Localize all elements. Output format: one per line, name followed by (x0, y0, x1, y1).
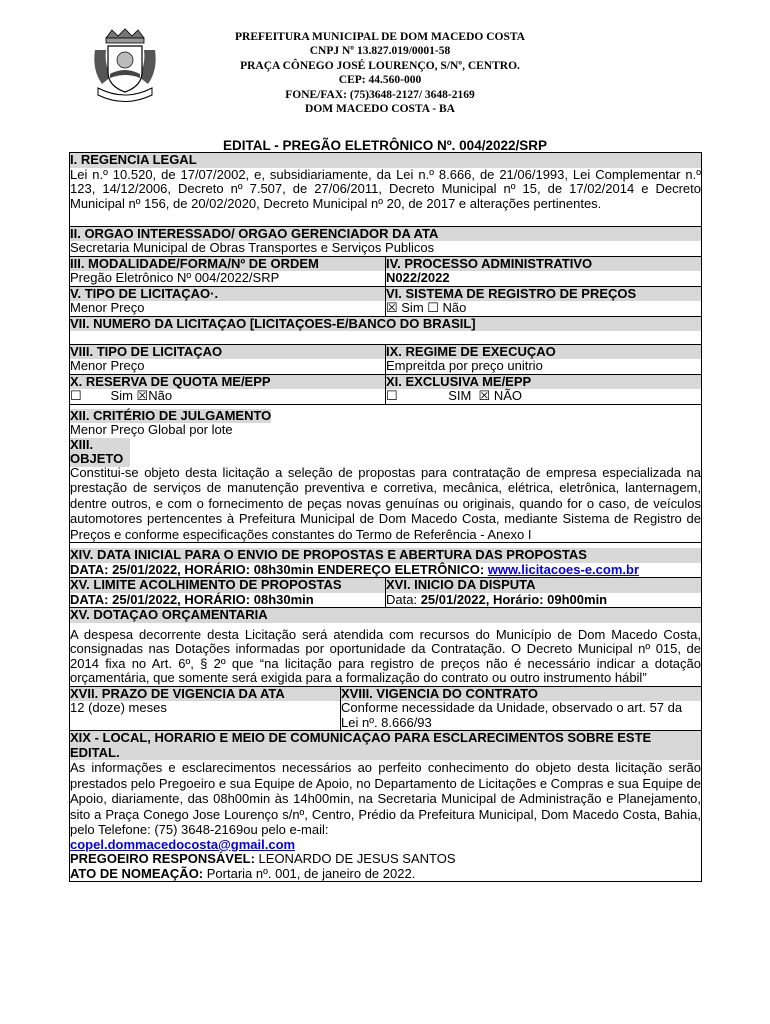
checkbox-group-srp[interactable]: ☒ Sim ☐ Não (386, 300, 467, 315)
section-heading: XII. CRITÉRIO DE JULGAMENTO (70, 407, 272, 423)
section-local-horario (70, 731, 701, 882)
section-heading: IX. REGIME DE EXECUÇAO (386, 345, 701, 360)
section-sistema-registro (386, 287, 701, 316)
section-processo (386, 257, 701, 286)
section-text: Pregão Eletrônico Nº 004/2022/SRP (70, 270, 280, 285)
section-data-inicial (70, 543, 701, 578)
letterhead-line: CEP: 44.560-000 (338, 74, 422, 87)
section-row-x-xi (70, 375, 701, 405)
section-text: Portaria nº. 001, de janeiro de 2022. (206, 865, 416, 881)
section-text: A despesa decorrente desta Licitação será atendida com recursos do Município de Dom Macedo Costa, consignadas nas Dotações informadas por oportunidade da Contratação. O Decreto Municipal nº 015, de 2014 fixa no Art. 6º, § 2º que “na licitação para registro de preços não é necessário indicar a dotação orçamentária, que somente será exigida para a formalização do contrato ou outro instrumento hábil” (70, 626, 701, 685)
section-heading: XV. LIMITE ACOLHIMENTO DE PROPOSTAS (70, 578, 385, 593)
section-limite-acolhimento (70, 578, 386, 607)
section-heading: VI. SISTEMA DE REGISTRO DE PREÇOS (386, 287, 701, 302)
section-heading: V. TIPO DE LICITAÇAO·. (70, 287, 385, 302)
section-text: LEONARDO DE JESUS SANTOS (258, 851, 456, 866)
licitacoes-e-link[interactable]: www.licitacoes-e.com.br (487, 561, 640, 577)
section-label: PREGOEIRO RESPONSÁVEL: (70, 851, 259, 866)
section-label: ATO DE NOMEAÇÃO: (70, 865, 207, 881)
municipal-coat-of-arms (92, 28, 158, 108)
section-heading: XVIII. VIGENCIA DO CONTRATO (341, 687, 701, 702)
document-title: EDITAL - PREGÃO ELETRÔNICO Nº. 004/2022/SRP (222, 138, 547, 153)
section-text: Secretaria Municipal de Obras Transportes e Serviços Publicos (70, 240, 435, 255)
letterhead-line: PREFEITURA MUNICIPAL DE DOM MACEDO COSTA (235, 31, 525, 43)
section-heading: XVII. PRAZO DE VIGENCIA DA ATA (70, 687, 340, 702)
letterhead-line: DOM MACEDO COSTA - BA (305, 103, 455, 116)
section-prazo-vigencia (70, 687, 341, 731)
section-text: N022/2022 (386, 270, 450, 285)
section-heading: I. REGENCIA LEGAL (70, 153, 701, 168)
section-heading: II. ORGAO INTERESSADO/ ORGAO GERENCIADOR DA ATA (70, 227, 701, 242)
section-text: Menor Preço Global por lote (70, 422, 233, 437)
section-orgao-interessado (70, 227, 701, 257)
section-heading: III. MODALIDADE/FORMA/Nº DE ORDEM (70, 257, 385, 272)
section-heading: VII. NUMERO DA LICITAÇAO [LICITAÇOES-E/BANCO DO BRASIL] (70, 317, 701, 332)
section-reserva-quota (70, 375, 386, 404)
letterhead (150, 30, 610, 116)
section-inicio-disputa (386, 578, 701, 607)
section-criterio-julgamento (70, 405, 701, 438)
section-modalidade (70, 257, 386, 286)
section-tipo-licitacao (70, 287, 386, 316)
email-link[interactable]: copel.dommacedocosta@gmail.com (70, 836, 296, 852)
letterhead-line: PRAÇA CÔNEGO JOSÉ LOURENÇO, S/Nº, CENTRO. (240, 59, 520, 72)
section-heading: XI. EXCLUSIVA ME/EPP (386, 375, 701, 390)
section-text: Menor Preço (70, 300, 145, 315)
section-numero-licitacao (70, 317, 701, 345)
section-heading: IV. PROCESSO ADMINISTRATIVO (386, 257, 701, 272)
section-row-xvii-xviii (70, 687, 701, 732)
section-exclusiva (386, 375, 701, 404)
section-row-xv-xvi (70, 578, 701, 608)
section-text: DATA: 25/01/2022, HORÁRIO: 08h30min ENDEREÇO ELETRÔNICO: (70, 561, 488, 577)
edital-form (69, 152, 702, 882)
section-heading: XIV. DATA INICIAL PARA O ENVIO DE PROPOSTAS E ABERTURA DAS PROPOSTAS (70, 548, 701, 563)
section-text: Conforme necessidade da Unidade, observado o art. 57 da Lei nº. 8.666/93 (341, 700, 683, 730)
section-regencia-legal (70, 153, 701, 227)
section-text: Lei n.º 10.520, de 17/07/2002, e, subsidiariamente, da Lei n.º 8.666, de 21/06/1993, Lei Complementar n.º 123, 14/12/2006, Decreto nº 7.507, de 27/06/2011, Decreto Municipal nº 15, de 17/02/2014 e Decreto Municipal nº 156, de 20/02/2020, Decreto Municipal nº 20, de 2017 e alterações pertinentes. (70, 166, 701, 211)
section-label: Data: (386, 591, 421, 607)
section-heading: XVI. INICIO DA DISPUTA (386, 578, 701, 593)
checkbox-group-exclusiva[interactable]: ☐ SIM ☒ NÃO (386, 388, 522, 403)
section-heading: XV. DOTAÇAO ORÇAMENTARIA (70, 608, 701, 623)
section-vigencia-contrato (341, 687, 701, 731)
section-heading: XIII. OBJETO (70, 438, 130, 467)
section-dotacao (70, 608, 701, 687)
section-text: Empreitda por preço unitrio (386, 358, 543, 373)
section-text: Menor Preço (70, 358, 145, 373)
letterhead-line: FONE/FAX: (75)3648-2127/ 3648-2169 (285, 88, 475, 101)
section-heading: VIII. TIPO DE LICITAÇAO (70, 345, 385, 360)
section-text: 12 (doze) meses (70, 700, 167, 715)
checkbox-group-reserva[interactable]: ☐ Sim ☒Não (70, 388, 173, 403)
section-regime-execucao (386, 345, 701, 374)
section-text: As informações e esclarecimentos necessários ao perfeito conhecimento do objeto desta licitação serão prestados pelo Pregoeiro e sua Equipe de Apoio, no Departamento de Licitações e Compras e sua Equipe de Apoio, diariamente, das 08h00min às 14h00min, na Secretaria Municipal de Administração e Planejamento, sito a Praça Conego Jose Lourenço s/nº, Centro, Prédio da Prefeitura Municipal, Dom Macedo Costa, Bahia, pelo Telefone: (75) 3648-2169ou pelo e-mail: (70, 760, 701, 837)
section-text: DATA: 25/01/2022, HORÁRIO: 08h30min (70, 591, 314, 607)
section-heading: XIX - LOCAL, HORARIO E MEIO DE COMUNICAÇAO PARA ESCLARECIMENTOS SOBRE ESTE EDITAL. (70, 731, 701, 760)
section-objeto (70, 438, 701, 544)
section-row-viii-ix (70, 345, 701, 375)
section-heading: X. RESERVA DE QUOTA ME/EPP (70, 375, 385, 390)
section-text: 25/01/2022, Horário: 09h00min (420, 591, 608, 607)
section-row-v-vi (70, 287, 701, 317)
section-text: Constitui-se objeto desta licitação a seleção de propostas para contratação de empresa especializada na prestação de serviços de manutenção preventiva e corretiva, mecânica, elétrica, eletrônica, lanternagem, dentre outros, e com o fornecimento de peças novas genuínas ou originais, quando for o caso, de veículos automotores pertencentes à Prefeitura Municipal de Dom Macedo Costa, mediante Sistema de Registro de Preços e conforme especificações constantes do Termo de Referência - Anexo I (70, 464, 701, 542)
section-row-iii-iv (70, 257, 701, 287)
letterhead-line: CNPJ Nº 13.827.019/0001-58 (309, 45, 451, 58)
section-tipo-licitacao-2 (70, 345, 386, 374)
